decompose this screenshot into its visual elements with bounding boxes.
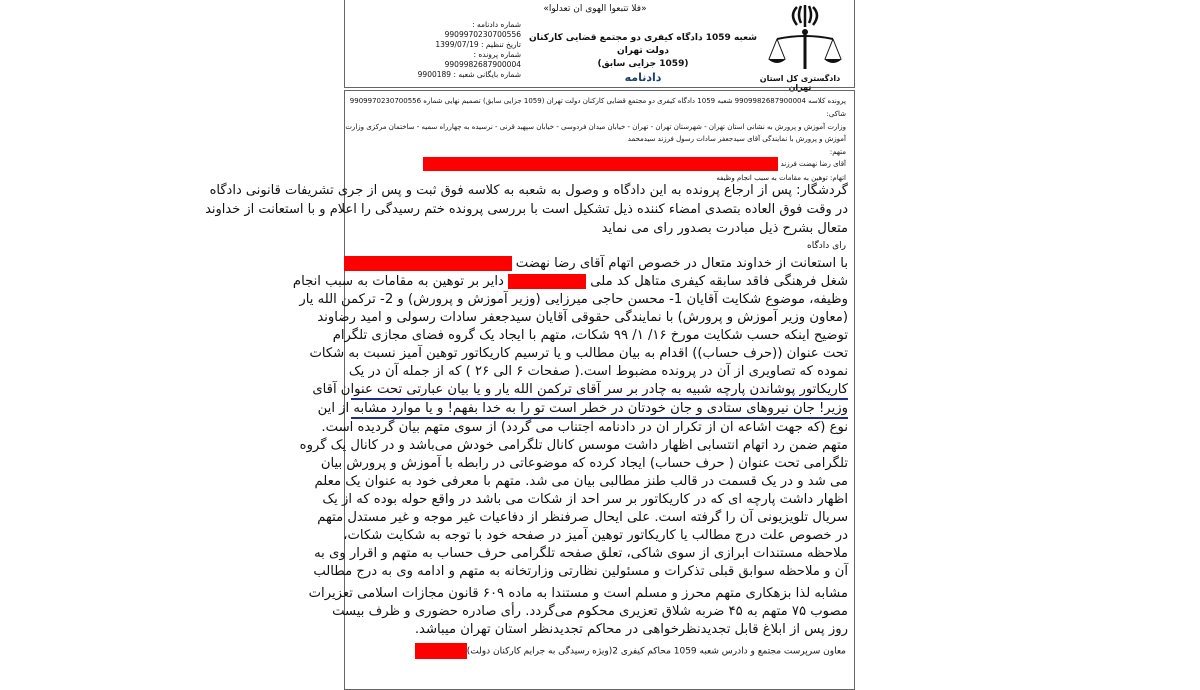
verdict-line: وظیفه، موضوع شکایت آقایان 1- محسن حاجی میرزایی (وزیر آموزش و پرورش) و 2- ترکمن الله یار	[299, 292, 848, 307]
charge-line: اتهام: توهین به مقامات به سبب انجام وظیفه	[716, 174, 846, 182]
verdict-line: مشابه لذا بزهکاری متهم محرز و مسلم است و مستندا به ماده ۶۰۹ قانون مجازات اسلامی تعزیرات	[308, 586, 848, 601]
verdict-line: سریال تلویزیونی آن را گرفته است. علی ایحال صرفنظر از دفاعیات غیر موجه و غیر مستدل متهم	[317, 510, 848, 525]
court-line-2: (1059 جزایی سابق)	[597, 59, 689, 69]
document-header	[344, 0, 855, 92]
accused-name: آقای رضا نهضت فرزند	[780, 160, 846, 168]
motto: «فلا تتبعوا الهوی ان تعدلوا»	[543, 4, 647, 14]
verdict-line	[292, 273, 848, 290]
redaction	[508, 274, 586, 289]
verdict-line	[351, 255, 848, 272]
court-line-1: شعبه 1059 دادگاه کیفری دو مجتمع قضایی کارکنان دولت تهران	[528, 33, 758, 56]
proceedings-line: گردشگار: پس از ارجاع پرونده به این دادگاه و وصول به شعبه به کلاسه فوق ثبت و پس از جری تشریفات قانونی دادگاه	[209, 183, 848, 198]
verdict-line: تحت عنوان ((حرف حساب)) اقدام به بیان مطالب و یا ترسیم کاریکاتور توهین آمیز نسبت به شکات	[309, 346, 848, 361]
verdict-line: مصوب ۷۵ متهم به ۴۵ ضربه شلاق تعزیری محکوم می‌گردد. رأی صادره حضوری و ظرف بیست	[332, 604, 848, 619]
document-body	[205, 90, 855, 690]
verdict-line: می شد و در یک قسمت در قالب طنز مطالبی بیان می شد. متهم با معرفی خود به عنوان یک معلم	[314, 474, 848, 489]
redaction	[344, 256, 512, 271]
case-metadata	[401, 20, 521, 80]
verdict-line: (معاون وزیر آموزش و پرورش) با نمایندگی حقوقی آقایان سیدجعفر سادات رسولی و امید رضاوند	[317, 310, 848, 325]
court-name	[523, 32, 763, 84]
verdict-text: با استعانت از خداوند متعال در خصوص اتهام آقای رضا نهضت	[515, 256, 848, 271]
verdict-line-underlined: کاریکاتور پوشاندن پارچه شبیه به چادر بر سر آقای ترکمن الله یار و یا بیان عبارتی تحت عنوان آقای	[351, 381, 848, 400]
verdict-line: متهم ضمن رد اتهام انتسابی اظهار داشت موسس کانال تلگرامی خودش می‌باشد و در کانال یک گروه	[299, 438, 848, 453]
verdict-text: دایر بر توهین به مقامات به سبب انجام	[292, 274, 504, 289]
plaintiff-label: شاکی:	[826, 110, 846, 118]
plaintiff-address: وزارت آموزش و پرورش به نشانی استان تهران - شهرستان تهران - تهران - خیابان میدان فردوسی - خیابان سپهبد قرنی - نرسیده به چهارراه سمیه - ساختمان مرکزی وزارت	[345, 123, 846, 131]
accused-label: متهم:	[829, 148, 846, 156]
verdict-line: اظهار داشت پارچه ای که در کاریکاتور بر سر احد از شکات می باشد در واقع حوله بوده که از یک	[322, 492, 848, 507]
verdict-line: آن و ملاحظه سوابق قبلی تذکرات و مسئولین نظارتی وزارتخانه به متهم و ادامه وی به درج مطالب	[313, 564, 848, 579]
verdict-line-underlined: وزیر! جان نیروهای ستادی و جان خودتان در خطر است تو را به خدا بفهم! و یا موارد مشابه از این	[351, 400, 848, 419]
verdict-text: شغل فرهنگی فاقد سابقه کیفری متاهل کد ملی	[590, 274, 848, 289]
proceedings-line: متعال بشرح ذیل مبادرت بصدور رای می نماید	[601, 221, 848, 236]
verdict-line: روز پس از ابلاغ قابل تجدیدنظرخواهی در محاکم تجدیدنظر استان تهران میباشد.	[414, 622, 848, 637]
issue-date: تاریخ تنظیم : 1399/07/19	[435, 40, 521, 49]
justice-scales-emblem-icon	[765, 3, 845, 73]
redaction	[423, 157, 778, 171]
redaction	[415, 643, 467, 659]
file-line: پرونده کلاسه 9909982687900004 شعبه 1059 دادگاه کیفری دو مجتمع قضایی کارکنان دولت تهران (1059 جزایی سابق) تصمیم نهایی شماره 9909970230700556	[349, 97, 846, 105]
verdict-line: نموده که تصاویری از آن در پرونده مضبوط است.( صفحات ۶ الی ۲۶ ) که از جمله آن در یک	[348, 364, 848, 379]
verdict-line: در خصوص علت درج مطالب یا کاریکاتور توهین آمیز در صفحه خود با توجه به شکایت شکات،	[343, 528, 848, 543]
file-number: شماره پرونده : 9909982687900004	[444, 50, 521, 69]
accused-line	[423, 157, 846, 171]
judge-title: معاون سرپرست مجتمع و دادرس شعبه 1059 محاکم کیفری 2(ویژه رسیدگی به جرایم کارکنان دولت)	[466, 646, 846, 657]
signature-line	[415, 643, 846, 659]
organization-name: دادگستری کل استان تهران	[759, 74, 841, 92]
document-title: دادنامه	[624, 71, 662, 84]
verdict-line: ملاحظه مستندات ابرازی از سوی شاکی، تعلق صفحه تلگرامی حرف حساب به متهم و اقرار وی به	[314, 546, 848, 561]
verdict-line: تلگرامی تحت عنوان ( حرف حساب) ایجاد کرده که موضوعاتی در رابطه با آموزش و پرورش بیان	[320, 456, 848, 471]
proceedings-line: در وقت فوق العاده بتصدی امضاء کننده ذیل تشکیل است با بررسی پرونده ختم رسیدگی را اعلام و با استعانت از خداوند	[205, 202, 848, 217]
archive-number: شماره بایگانی شعبه : 9900189	[417, 70, 521, 79]
verdict-heading: رای دادگاه	[806, 241, 846, 251]
plaintiff-representative: آموزش و پرورش با نمایندگی آقای سیدجعفر سادات رسول فرزند سیدمحمد	[627, 135, 846, 143]
verdict-line: توضیح اینکه حسب شکایت مورخ ۱۶/ ۱/ ۹۹ شکات، متهم با ایجاد یک گروه فضای مجازی تلگرام	[332, 328, 848, 343]
verdict-number: شماره دادنامه : 9909970230700556	[444, 20, 521, 39]
verdict-line: نوع (که جهت اشاعه ان از تکرار ان در دادنامه اجتناب می گردد) از سوی متهم بیان گردیده است.	[321, 420, 848, 435]
